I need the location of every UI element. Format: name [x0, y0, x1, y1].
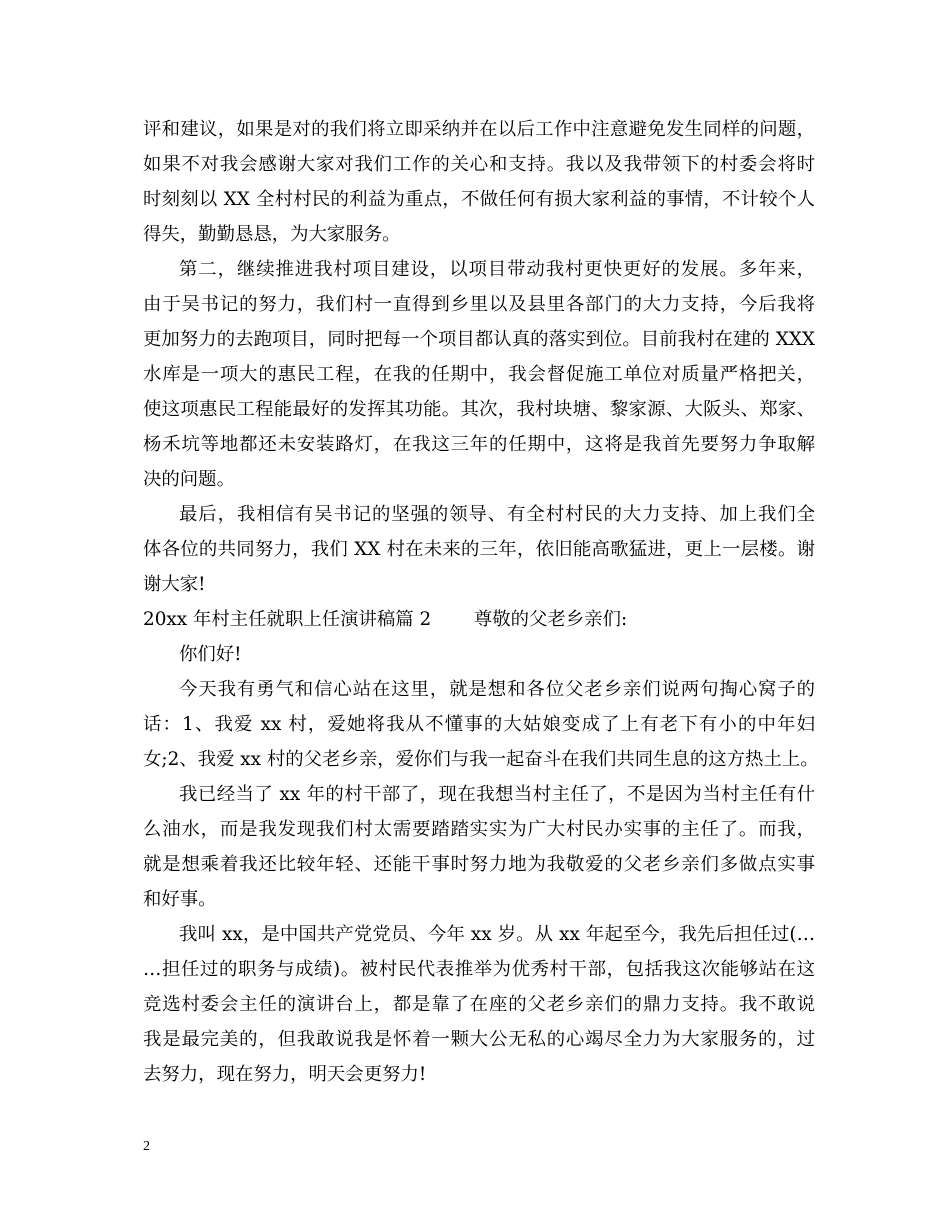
paragraph-first-line: 最后，我相信有吴书记的坚强的领导、有全村村民的大力支持、加上我们全 [179, 504, 815, 525]
text-line: 时刻刻以 XX 全村村民的利益为重点，不做任何有损大家利益的事情，不计较个人 [143, 189, 815, 210]
text-line: 水库是一项大的惠民工程，在我的任期中，我会督促施工单位对质量严格把关， [143, 364, 815, 385]
text-line: 得失，勤勤恳恳，为大家服务。 [143, 224, 401, 245]
text-line: 话：1、我爱 xx 村，爱她将我从不懂事的大姑娘变成了上有老下有小的中年妇 [143, 714, 815, 735]
text-line: 更加努力的去跑项目，同时把每一个项目都认真的落实到位。目前我村在建的 XXX [143, 329, 815, 350]
text-line: 就是想乘着我还比较年轻、还能干事时努力地为我敬爱的父老乡亲们多做点实事 [143, 854, 815, 875]
text-line: 竞选村委会主任的演讲台上，都是靠了在座的父老乡亲们的鼎力支持。我不敢说 [143, 994, 815, 1015]
text-line: 决的问题。 [143, 469, 235, 490]
page-number: 2 [143, 1139, 150, 1154]
text-line: 杨禾坑等地都还未安装路灯，在我这三年的任期中，这将是我首先要努力争取解 [143, 434, 815, 455]
paragraph-first-line: 我已经当了 xx 年的村干部了，现在我想当村主任了，不是因为当村主任有什 [179, 784, 815, 805]
text-line: 去努力，现在努力，明天会更努力! [143, 1064, 427, 1085]
text-line: 体各位的共同努力，我们 XX 村在未来的三年，依旧能高歌猛进，更上一层楼。谢 [143, 539, 815, 560]
section-heading: 20xx 年村主任就职上任演讲稿篇 2 尊敬的父老乡亲们: [143, 609, 628, 630]
text-line: 谢大家! [143, 574, 206, 595]
text-line: 我是最完美的，但我敢说我是怀着一颗大公无私的心竭尽全力为大家服务的，过 [143, 1029, 815, 1050]
greeting-line: 你们好! [179, 644, 242, 665]
text-line: 由于吴书记的努力，我们村一直得到乡里以及县里各部门的大力支持，今后我将 [143, 294, 815, 315]
text-line: 和好事。 [143, 889, 217, 910]
text-line: …担任过的职务与成绩)。被村民代表推举为优秀村干部，包括我这次能够站在这 [143, 959, 815, 980]
paragraph-first-line: 今天我有勇气和信心站在这里，就是想和各位父老乡亲们说两句掏心窝子的 [179, 679, 815, 700]
text-line: 女;2、我爱 xx 村的父老乡亲，爱你们与我一起奋斗在我们共同生息的这方热土上。 [143, 749, 819, 770]
text-line: 评和建议，如果是对的我们将立即采纳并在以后工作中注意避免发生同样的问题， [143, 119, 815, 140]
text-line: 如果不对我会感谢大家对我们工作的关心和支持。我以及我带领下的村委会将时 [143, 154, 815, 175]
paragraph-first-line: 我叫 xx，是中国共产党党员、今年 xx 岁。从 xx 年起至今，我先后担任过(… [179, 924, 815, 945]
paragraph-first-line: 第二，继续推进我村项目建设，以项目带动我村更快更好的发展。多年来， [179, 259, 815, 280]
text-line: 使这项惠民工程能最好的发挥其功能。其次，我村块塘、黎家源、大阪头、郑家、 [143, 399, 815, 420]
text-line: 么油水，而是我发现我们村太需要踏踏实实为广大村民办实事的主任了。而我， [143, 819, 815, 840]
